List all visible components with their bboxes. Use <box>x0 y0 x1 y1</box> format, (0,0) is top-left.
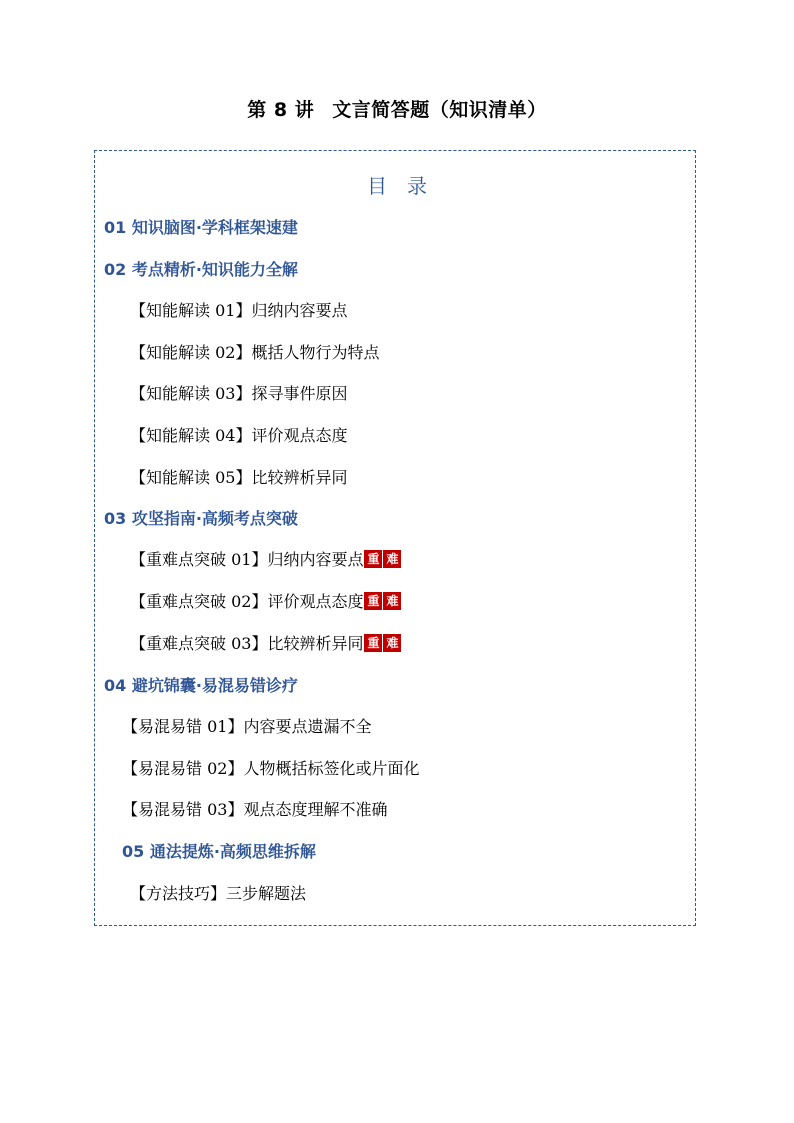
toc-item-knowledge-04[interactable]: 【知能解读 04】评价观点态度 <box>130 426 348 445</box>
toc-section-01[interactable]: 01 知识脑图·学科框架速建 <box>104 218 298 237</box>
document-title <box>0 95 794 122</box>
toc-section-02[interactable]: 02 考点精析·知识能力全解 <box>104 260 298 279</box>
toc-item-breakthrough-03[interactable] <box>130 634 401 654</box>
toc-item-pitfall-02[interactable]: 【易混易错 02】人物概括标签化或片面化 <box>122 759 420 778</box>
toc-item-pitfall-03[interactable]: 【易混易错 03】观点态度理解不准确 <box>122 800 388 819</box>
toc-item-label: 【重难点突破 01】归纳内容要点 <box>130 550 364 569</box>
title-lecture-number: 第 8 讲 <box>247 99 315 121</box>
toc-section-05[interactable]: 05 通法提炼·高频思维拆解 <box>122 842 316 861</box>
toc-item-label: 【重难点突破 03】比较辨析异同 <box>130 634 364 653</box>
toc-section-03[interactable]: 03 攻坚指南·高频考点突破 <box>104 509 298 528</box>
toc-item-knowledge-02[interactable]: 【知能解读 02】概括人物行为特点 <box>130 343 380 362</box>
key-point-badge: 重 <box>364 550 382 568</box>
toc-item-knowledge-01[interactable]: 【知能解读 01】归纳内容要点 <box>130 301 348 320</box>
toc-item-breakthrough-01[interactable] <box>130 550 401 570</box>
difficult-point-badge: 难 <box>383 592 401 610</box>
toc-item-method[interactable]: 【方法技巧】三步解题法 <box>130 884 307 903</box>
title-topic: 文言简答题（知识清单） <box>332 99 547 121</box>
toc-item-knowledge-05[interactable]: 【知能解读 05】比较辨析异同 <box>130 468 348 487</box>
key-point-badge: 重 <box>364 592 382 610</box>
toc-heading: 目录 <box>367 174 447 198</box>
key-point-badge: 重 <box>364 634 382 652</box>
toc-item-breakthrough-02[interactable] <box>130 592 401 612</box>
toc-item-label: 【重难点突破 02】评价观点态度 <box>130 592 364 611</box>
difficult-point-badge: 难 <box>383 550 401 568</box>
toc-section-04[interactable]: 04 避坑锦囊·易混易错诊疗 <box>104 676 298 695</box>
difficult-point-badge: 难 <box>383 634 401 652</box>
toc-item-pitfall-01[interactable]: 【易混易错 01】内容要点遗漏不全 <box>122 717 372 736</box>
toc-item-knowledge-03[interactable]: 【知能解读 03】探寻事件原因 <box>130 384 348 403</box>
